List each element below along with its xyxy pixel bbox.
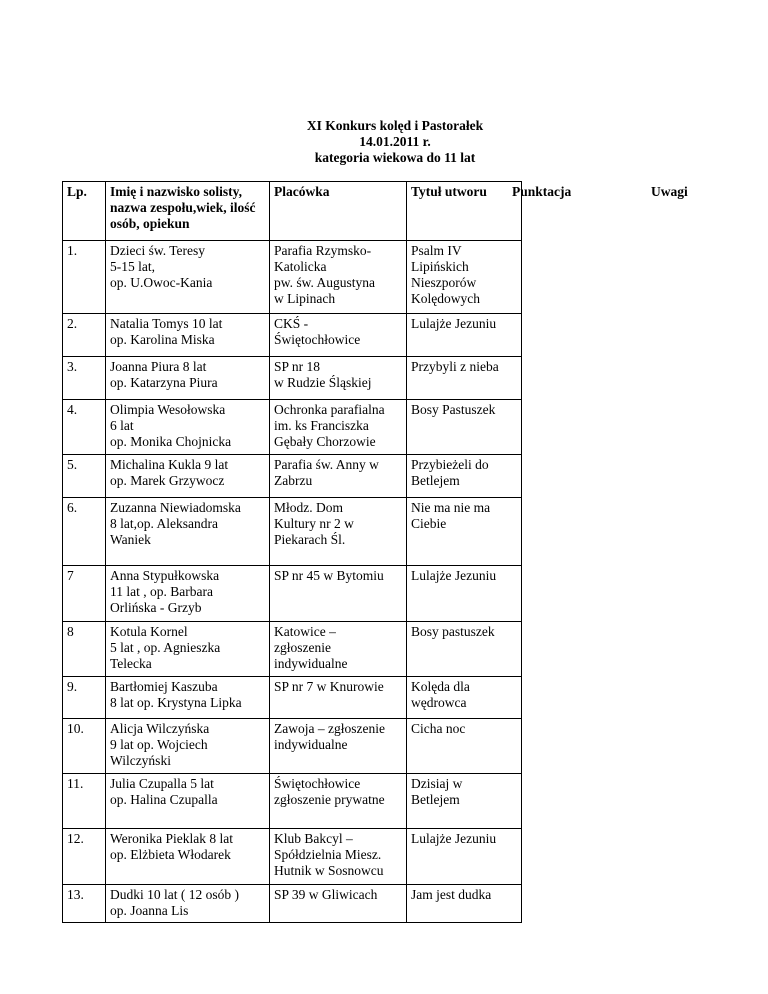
cell-place: SP 39 w Gliwicach <box>270 885 407 923</box>
cell-place: CKŚ - Świętochłowice <box>270 314 407 357</box>
title-line-2: 14.01.2011 r. <box>359 134 431 149</box>
cell-title: Lulajże Jezuniu <box>407 566 522 622</box>
table-row <box>63 885 522 923</box>
cell-name: Julia Czupalla 5 lat op. Halina Czupalla <box>106 774 270 829</box>
cell-lp: 5. <box>63 455 106 498</box>
table-row <box>63 774 522 829</box>
table-row <box>63 455 522 498</box>
cell-title: Psalm IV Lipińskich Nieszporów Kolędowych <box>407 241 522 314</box>
cell-name: Natalia Tomys 10 lat op. Karolina Miska <box>106 314 270 357</box>
table-row <box>63 357 522 400</box>
header-name: Imię i nazwisko solisty, nazwa zespołu,wiek, ilość osób, opiekun <box>106 182 270 241</box>
cell-lp: 9. <box>63 677 106 719</box>
title-line-3: kategoria wiekowa do 11 lat <box>314 150 476 165</box>
header-title: Tytuł utworu <box>407 182 522 241</box>
cell-name: Zuzanna Niewiadomska 8 lat,op. Aleksandra Waniek <box>106 498 270 566</box>
table-row <box>63 719 522 774</box>
cell-title: Dzisiaj w Betlejem <box>407 774 522 829</box>
cell-lp: 12. <box>63 829 106 885</box>
cell-title: Nie ma nie ma Ciebie <box>407 498 522 566</box>
cell-place: Ochronka parafialna im. ks Franciszka Gębały Chorzowie <box>270 400 407 455</box>
table-row <box>63 498 522 566</box>
cell-lp: 11. <box>63 774 106 829</box>
cell-title: Jam jest dudka <box>407 885 522 923</box>
cell-lp: 8 <box>63 622 106 677</box>
cell-title: Kolęda dla wędrowca <box>407 677 522 719</box>
cell-place: Katowice – zgłoszenie indywidualne <box>270 622 407 677</box>
cell-lp: 10. <box>63 719 106 774</box>
cell-name: Kotula Kornel 5 lat , op. Agnieszka Telecka <box>106 622 270 677</box>
table-row <box>63 400 522 455</box>
cell-name: Joanna Piura 8 lat op. Katarzyna Piura <box>106 357 270 400</box>
header-notes: Uwagi <box>651 184 688 199</box>
cell-place: SP nr 7 w Knurowie <box>270 677 407 719</box>
cell-place: Zawoja – zgłoszenie indywidualne <box>270 719 407 774</box>
table-row <box>63 829 522 885</box>
document-title <box>0 118 768 166</box>
cell-name: Michalina Kukla 9 lat op. Marek Grzywocz <box>106 455 270 498</box>
cell-name: Weronika Pieklak 8 lat op. Elżbieta Włodarek <box>106 829 270 885</box>
cell-lp: 2. <box>63 314 106 357</box>
cell-title: Lulajże Jezuniu <box>407 314 522 357</box>
results-table <box>62 181 522 923</box>
cell-name: Olimpia Wesołowska 6 lat op. Monika Chojnicka <box>106 400 270 455</box>
cell-title: Bosy Pastuszek <box>407 400 522 455</box>
cell-place: Młodz. Dom Kultury nr 2 w Piekarach Śl. <box>270 498 407 566</box>
cell-place: Parafia Rzymsko- Katolicka pw. św. Augustyna w Lipinach <box>270 241 407 314</box>
table-row <box>63 314 522 357</box>
cell-title: Lulajże Jezuniu <box>407 829 522 885</box>
cell-place: Świętochłowice zgłoszenie prywatne <box>270 774 407 829</box>
table-row <box>63 677 522 719</box>
cell-place: SP nr 45 w Bytomiu <box>270 566 407 622</box>
table-row <box>63 241 522 314</box>
cell-title: Przybyli z nieba <box>407 357 522 400</box>
cell-name: Bartłomiej Kaszuba 8 lat op. Krystyna Lipka <box>106 677 270 719</box>
cell-lp: 1. <box>63 241 106 314</box>
cell-title: Przybieżeli do Betlejem <box>407 455 522 498</box>
cell-place: SP nr 18 w Rudzie Śląskiej <box>270 357 407 400</box>
cell-name: Dzieci św. Teresy 5-15 lat, op. U.Owoc-Kania <box>106 241 270 314</box>
header-lp: Lp. <box>63 182 106 241</box>
cell-place: Klub Bakcyl – Spółdzielnia Miesz. Hutnik w Sosnowcu <box>270 829 407 885</box>
cell-name: Alicja Wilczyńska 9 lat op. Wojciech Wilczyński <box>106 719 270 774</box>
table-header-row <box>63 182 522 241</box>
cell-lp: 3. <box>63 357 106 400</box>
cell-title: Bosy pastuszek <box>407 622 522 677</box>
cell-lp: 13. <box>63 885 106 923</box>
cell-lp: 7 <box>63 566 106 622</box>
cell-lp: 6. <box>63 498 106 566</box>
header-place: Placówka <box>270 182 407 241</box>
cell-title: Cicha noc <box>407 719 522 774</box>
cell-lp: 4. <box>63 400 106 455</box>
cell-place: Parafia św. Anny w Zabrzu <box>270 455 407 498</box>
title-line-1: XI Konkurs kolęd i Pastorałek <box>306 118 484 133</box>
table-row <box>63 566 522 622</box>
header-score: Punktacja <box>512 184 572 199</box>
cell-name: Dudki 10 lat ( 12 osób ) op. Joanna Lis <box>106 885 270 923</box>
table-row <box>63 622 522 677</box>
cell-name: Anna Stypułkowska 11 lat , op. Barbara Orlińska - Grzyb <box>106 566 270 622</box>
